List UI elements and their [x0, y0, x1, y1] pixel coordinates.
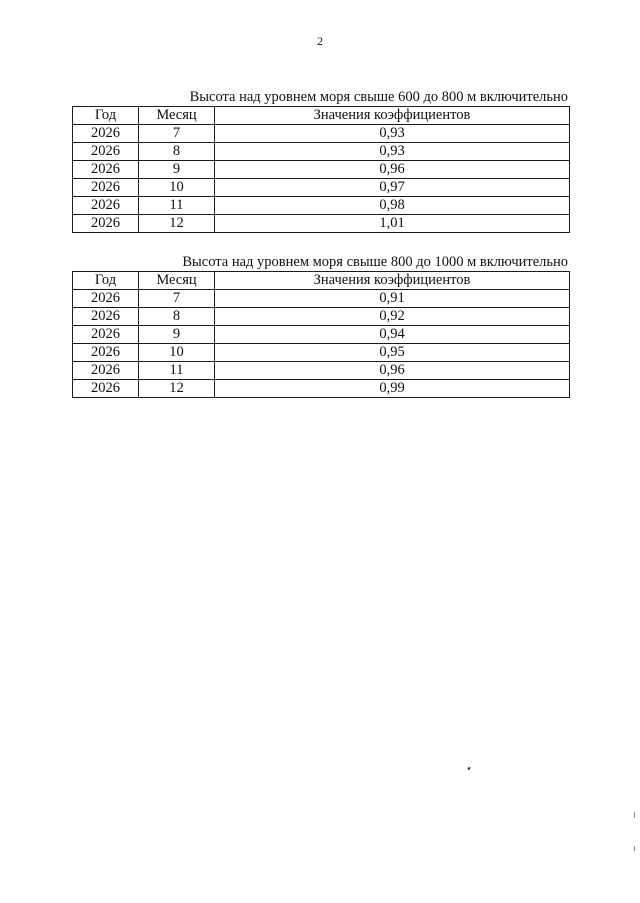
table-header-row: [73, 272, 570, 290]
cell-value: 0,94: [215, 326, 570, 344]
table-row: [73, 161, 570, 179]
scan-speck: [467, 767, 470, 771]
column-header-value: Значения коэффициентов: [215, 107, 570, 125]
column-header-value: Значения коэффициентов: [215, 272, 570, 290]
coefficient-section-800-1000: [72, 253, 569, 398]
cell-year: 2026: [73, 380, 139, 398]
cell-value: 0,97: [215, 179, 570, 197]
table-row: [73, 362, 570, 380]
cell-value: 1,01: [215, 215, 570, 233]
table-row: [73, 179, 570, 197]
table-row: [73, 380, 570, 398]
table-row: [73, 215, 570, 233]
cell-month: 12: [139, 215, 215, 233]
section-caption: Высота над уровнем моря свыше 600 до 800 м включительно: [189, 89, 568, 105]
column-header-month: Месяц: [139, 107, 215, 125]
column-header-month: Месяц: [139, 272, 215, 290]
column-header-year: Год: [73, 107, 139, 125]
cell-value: 0,96: [215, 161, 570, 179]
cell-year: 2026: [73, 308, 139, 326]
cell-month: 11: [139, 197, 215, 215]
cell-value: 0,93: [215, 125, 570, 143]
table-header-row: [73, 107, 570, 125]
cell-year: 2026: [73, 326, 139, 344]
cell-year: 2026: [73, 179, 139, 197]
table-row: [73, 290, 570, 308]
cell-year: 2026: [73, 197, 139, 215]
cell-year: 2026: [73, 344, 139, 362]
scan-edge-mark: [634, 812, 635, 818]
cell-year: 2026: [73, 161, 139, 179]
cell-value: 0,91: [215, 290, 570, 308]
table-row: [73, 125, 570, 143]
section-caption: Высота над уровнем моря свыше 800 до 1000 м включительно: [182, 254, 568, 270]
coefficient-section-600-800: [72, 88, 569, 233]
cell-month: 7: [139, 125, 215, 143]
cell-value: 0,99: [215, 380, 570, 398]
cell-value: 0,92: [215, 308, 570, 326]
table-row: [73, 344, 570, 362]
table-row: [73, 197, 570, 215]
coefficient-table: [72, 106, 570, 233]
cell-month: 10: [139, 179, 215, 197]
cell-month: 12: [139, 380, 215, 398]
page-number: 2: [317, 34, 323, 48]
cell-value: 0,93: [215, 143, 570, 161]
cell-year: 2026: [73, 215, 139, 233]
cell-month: 7: [139, 290, 215, 308]
cell-month: 8: [139, 308, 215, 326]
cell-value: 0,95: [215, 344, 570, 362]
cell-year: 2026: [73, 290, 139, 308]
cell-year: 2026: [73, 125, 139, 143]
cell-value: 0,98: [215, 197, 570, 215]
cell-month: 9: [139, 161, 215, 179]
table-row: [73, 143, 570, 161]
table-row: [73, 326, 570, 344]
column-header-year: Год: [73, 272, 139, 290]
cell-month: 8: [139, 143, 215, 161]
scan-edge-mark: [634, 846, 635, 851]
table-row: [73, 308, 570, 326]
cell-month: 9: [139, 326, 215, 344]
coefficient-table: [72, 271, 570, 398]
cell-year: 2026: [73, 143, 139, 161]
cell-value: 0,96: [215, 362, 570, 380]
cell-month: 10: [139, 344, 215, 362]
cell-month: 11: [139, 362, 215, 380]
cell-year: 2026: [73, 362, 139, 380]
